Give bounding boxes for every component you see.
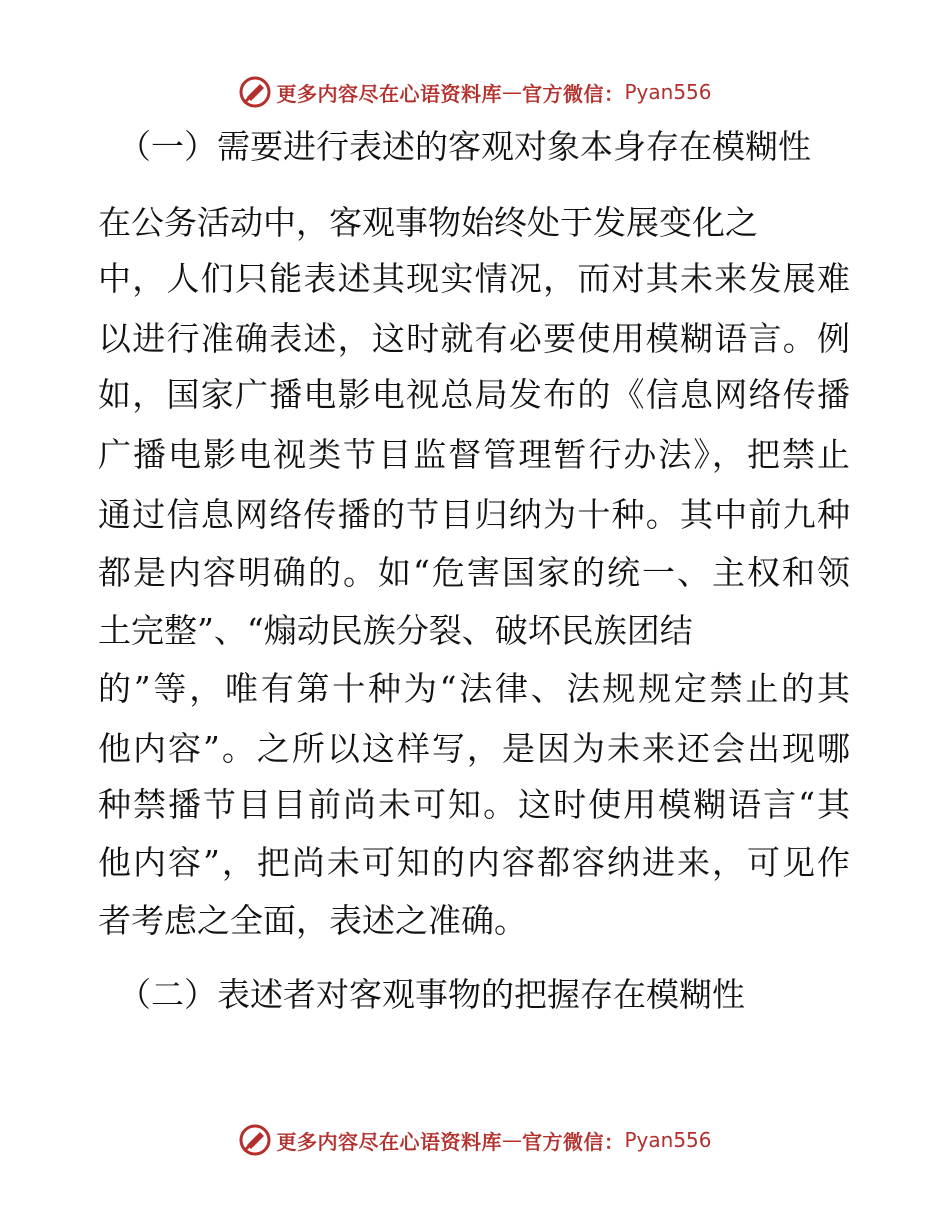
red-stamp-logo-icon: [238, 1123, 272, 1157]
paragraph-line-4: 如，国家广播电影电视总局发布的《信息网络传播: [98, 375, 850, 414]
paragraph-line-11: 种禁播节目目前尚未可知。这时使用模糊语言“其: [98, 785, 850, 824]
section-heading-2: （二）表述者对客观事物的把握存在模糊性: [118, 975, 745, 1014]
watermark-site-text: 更多内容尽在心语资料库: [276, 81, 502, 106]
watermark-site-text: 更多内容尽在心语资料库: [276, 1129, 502, 1154]
paragraph-line-5: 广播电影电视类节目监督管理暂行办法》，把禁止: [98, 435, 850, 474]
watermark-separator: —: [501, 80, 522, 104]
paragraph-line-2: 中，人们只能表述其现实情况，而对其未来发展难: [98, 259, 850, 298]
paragraph-line-1: 在公务活动中，客观事物始终处于发展变化之: [98, 203, 758, 242]
section-heading-1: （一）需要进行表述的客观对象本身存在模糊性: [118, 127, 811, 166]
watermark-separator: —: [501, 1128, 522, 1152]
paragraph-line-7: 都是内容明确的。如“危害国家的统一、主权和领: [98, 553, 850, 592]
header-watermark: [0, 72, 950, 112]
watermark-wechat-label: 官方微信：: [521, 1129, 625, 1154]
paragraph-line-3: 以进行准确表述，这时就有必要使用模糊语言。例: [98, 319, 850, 358]
paragraph-line-12: 他内容”，把尚未可知的内容都容纳进来，可见作: [98, 843, 850, 882]
footer-watermark: [0, 1120, 950, 1160]
paragraph-line-6: 通过信息网络传播的节目归纳为十种。其中前九种: [98, 495, 850, 534]
paragraph-line-9: 的”等，唯有第十种为“法律、法规规定禁止的其: [98, 669, 850, 708]
watermark-account: Pyan556: [624, 1128, 712, 1152]
paragraph-line-10: 他内容”。之所以这样写，是因为未来还会出现哪: [98, 729, 850, 768]
red-stamp-logo-icon: [238, 75, 272, 109]
paragraph-line-13: 者考虑之全面，表述之准确。: [98, 901, 527, 940]
watermark-wechat-label: 官方微信：: [521, 81, 625, 106]
watermark-account: Pyan556: [624, 80, 712, 104]
paragraph-line-8: 土完整”、“煽动民族分裂、破坏民族团结: [98, 611, 693, 650]
